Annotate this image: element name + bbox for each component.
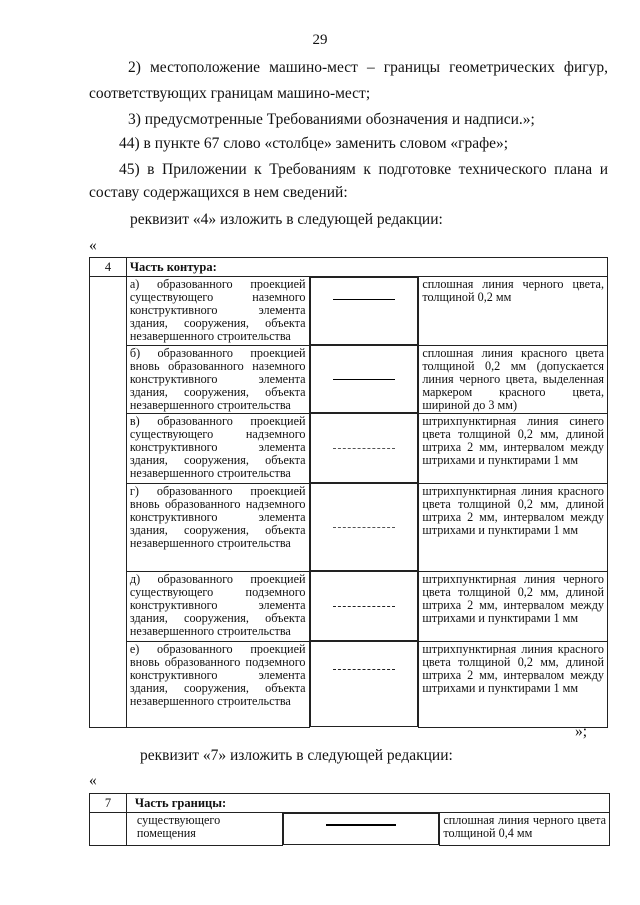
row-b-description: б) образованного проекцией вновь образованного наземного конструктивного элемента здания, сооружения, объекта незавершенного строительства	[129, 345, 306, 412]
table1-row-f	[90, 641, 608, 727]
paragraph-requisite-4: реквизит «4» изложить в следующей редакции:	[130, 211, 443, 228]
row-f-line-sample	[333, 669, 395, 670]
row-c-line-style: штрихпунктирная линия синего цвета толщиной 0,2 мм, длиной штриха 2 мм, интервалом между штрихами и пунктирами 1 мм	[422, 413, 604, 467]
row-c-line-sample	[333, 448, 395, 449]
table1-row-e	[90, 571, 608, 641]
row-c-description: в) образованного проекцией существующего надземного конструктивного элемента здания, сооружения, объекта незавершенного строительства	[129, 413, 306, 480]
table1-heading: Часть контура:	[129, 260, 217, 274]
open-quote-1: «	[89, 237, 97, 254]
paragraph-requisite-7: реквизит «7» изложить в следующей редакции:	[140, 747, 453, 764]
table2-heading: Часть границы:	[134, 796, 227, 810]
row-f-description: е) образованного проекцией вновь образованного подземного конструктивного элемента здания, сооружения, объекта незавершенного строительства	[129, 641, 306, 708]
open-quote-2: «	[89, 772, 97, 789]
table1-row-c	[90, 413, 608, 483]
row-a-line-sample	[333, 299, 395, 300]
row-e-description: д) образованного проекцией существующего подземного конструктивного элемента здания, сооружения, объекта незавершенного строительства	[129, 571, 306, 638]
row-b-line-style: сплошная линия красного цвета толщиной 0,2 мм (допускается линия черного цвета, выделенная маркером красного цвета, шириной до 3 мм)	[422, 345, 604, 412]
paragraph-2-line2: соответствующих границам машино-мест;	[89, 85, 371, 102]
row-d-line-style: штрихпунктирная линия красного цвета толщиной 0,2 мм, длиной штриха 2 мм, интервалом между штрихами и пунктирами 1 мм	[422, 483, 604, 537]
row-f-line-style: штрихпунктирная линия красного цвета толщиной 0,2 мм, длиной штриха 2 мм, интервалом между штрихами и пунктирами 1 мм	[422, 641, 604, 695]
paragraph-44: 44) в пункте 67 слово «столбце» заменить словом «графе»;	[119, 135, 509, 152]
paragraph-45-line2: составу содержащихся в нем сведений:	[89, 184, 348, 201]
table2-line-style: сплошная линия черного цвета толщиной 0,4 мм	[443, 813, 606, 840]
table2-row	[90, 813, 610, 846]
row-d-line-sample	[333, 527, 395, 528]
row-a-description: а) образованного проекцией существующего наземного конструктивного элемента здания, сооружения, объекта незавершенного строительства	[129, 277, 306, 343]
table1-number: 4	[90, 258, 127, 277]
page-number: 29	[312, 32, 328, 48]
requisite-4-table	[89, 257, 608, 728]
row-e-line-style: штрихпунктирная линия черного цвета толщиной 0,2 мм, длиной штриха 2 мм, интервалом между штрихами и пунктирами 1 мм	[422, 571, 604, 625]
table1-row-b	[90, 345, 608, 413]
row-a-line-style: сплошная линия черного цвета, толщиной 0,2 мм	[422, 277, 604, 304]
close-quote-1: »;	[575, 723, 588, 740]
requisite-7-table	[89, 793, 610, 846]
paragraph-3: 3) предусмотренные Требованиями обозначения и надписи.»;	[128, 111, 535, 128]
table2-description: существующего помещения	[136, 813, 221, 840]
table2-number: 7	[90, 794, 127, 813]
paragraph-2-line1: 2) местоположение машино-мест – границы геометрических фигур,	[128, 59, 608, 76]
row-e-line-sample	[333, 606, 395, 607]
table2-line-sample	[326, 824, 396, 826]
paragraph-45-line1: 45) в Приложении к Требованиям к подготовке технического плана и	[119, 161, 608, 178]
table1-row-a	[90, 277, 608, 346]
table1-row-d	[90, 483, 608, 571]
row-b-line-sample	[333, 379, 395, 380]
row-d-description: г) образованного проекцией вновь образованного надземного конструктивного элемента здания, сооружения, объекта незавершенного строительства	[129, 483, 306, 550]
